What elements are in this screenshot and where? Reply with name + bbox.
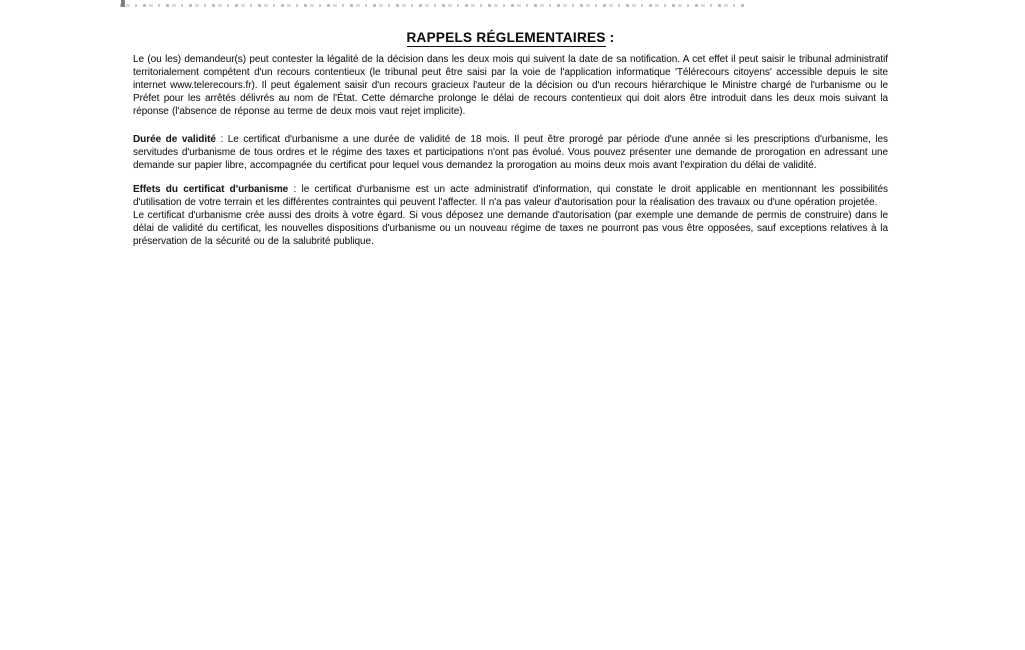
paragraph-effets xyxy=(133,183,888,209)
paragraph-droits-text: Le certificat d'urbanisme crée aussi des droits à votre égard. Si vous déposez une demande d'autorisation (par exemple une demande de permis de construire) dans le délai de validité du certificat, les nouvelles dispositions d'urbanisme ou un nouveau régime de taxes ne pourront pas vous être opposées, sauf exceptions relatives à la préservation de la sécurité ou de la salubrité publique. xyxy=(133,210,888,247)
paragraph-effets-text: : le certificat d'urbanisme est un acte administratif d'information, qui constate le droit applicable en mentionnant les possibilités d'utilisation de votre terrain et les différentes contraintes qui peuvent l'affecter. Il n'a pas valeur d'autorisation pour la réalisation des travaux ou d'une opération projetée. xyxy=(133,184,889,208)
clipped-character-mark xyxy=(121,0,125,7)
document-title xyxy=(133,30,888,47)
paragraph-effets-lead: Effets du certificat d'urbanisme xyxy=(133,184,289,195)
clipped-text-remnant xyxy=(120,0,747,7)
document-body xyxy=(133,53,888,248)
paragraph-duree-validite-text: : Le certificat d'urbanisme a une durée de validité de 18 mois. Il peut être prorogé par période d'une année si les prescriptions d'urbanisme, les servitudes d'urbanisme de tous ordres et le régime des taxes et participations n'ont pas évolué. Vous pouvez présenter une demande de prorogation en adressant une demande sur papier libre, accompagnée du certificat pour lequel vous demandez la prorogation au moins deux mois avant l'expiration du délai de validité. xyxy=(133,134,888,171)
document-title-text: RAPPELS RÉGLEMENTAIRES xyxy=(406,30,606,45)
paragraph-duree-validite-lead: Durée de validité xyxy=(133,134,216,145)
paragraph-droits xyxy=(133,209,888,248)
document-title-colon: : xyxy=(605,30,615,45)
paragraph-recours-text: Le (ou les) demandeur(s) peut contester la légalité de la décision dans les deux mois qui suivent la date de sa notification. A cet effet il peut saisir le tribunal administratif territorialement compétent d'un recours contentieux (le tribunal peut être saisi par la voie de l'application informatique 'Télérecours citoyens' accessible depuis le site internet www.telerecours.fr). Il peut également saisir d'un recours gracieux l'auteur de la décision ou d'un recours hiérarchique le Ministre chargé de l'urbanisme ou le Préfet pour les arrêtés délivrés au nom de l'État. Cette démarche prolonge le délai de recours contentieux qui doit alors être introduit dans les deux mois suivant la réponse (l'absence de réponse au terme de deux mois vaut rejet implicite). xyxy=(133,54,888,117)
paragraph-recours xyxy=(133,53,888,118)
paragraph-duree-validite xyxy=(133,133,888,172)
